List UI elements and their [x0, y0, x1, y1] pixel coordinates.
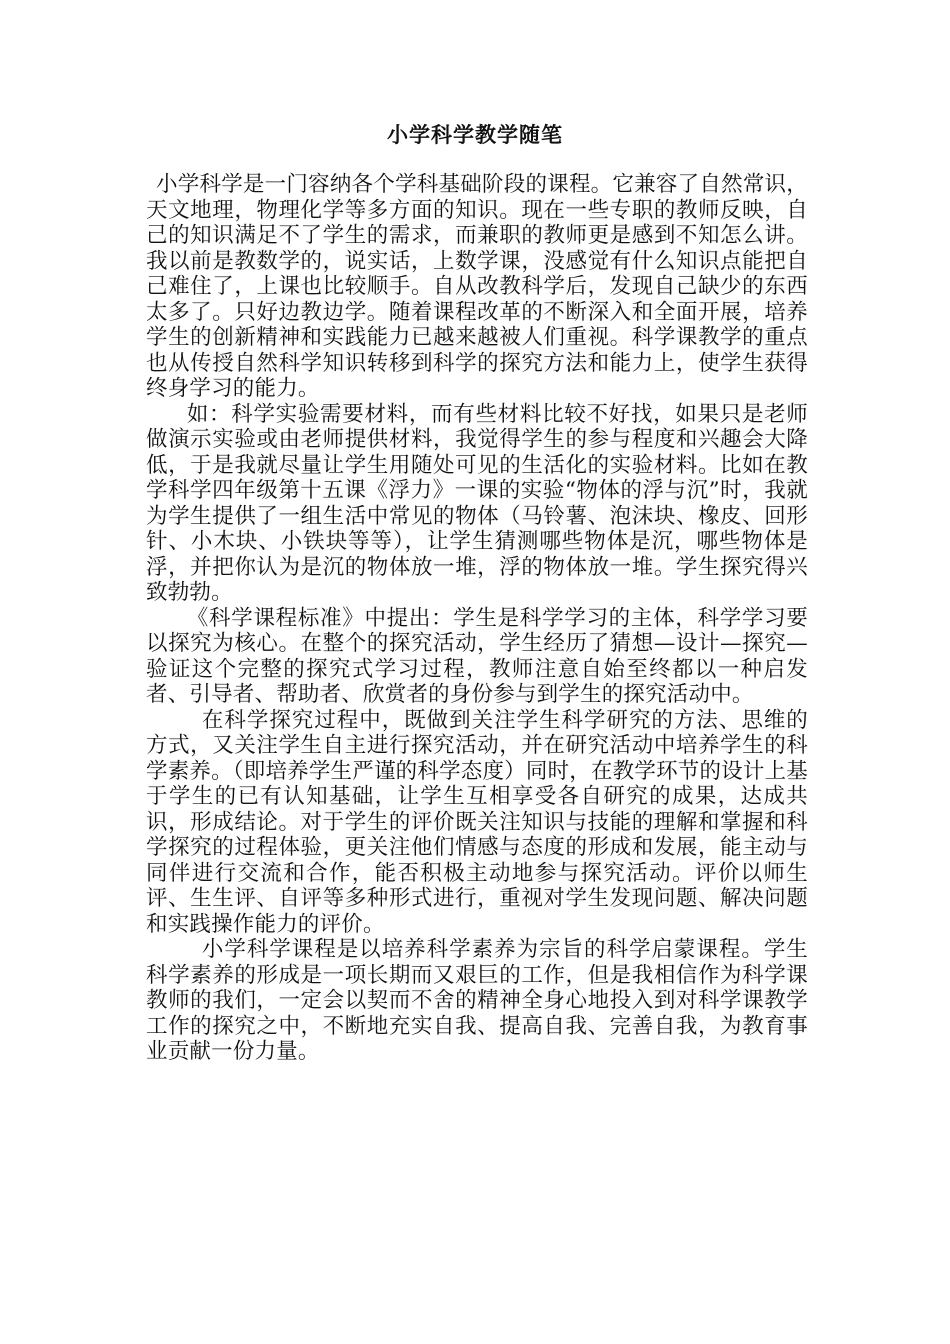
paragraph-inquiry-process: 在科学探究过程中，既做到关注学生科学研究的方法、思维的方式，又关注学生自主进行探究活动，并在研究活动中培养学生的科学素养。（即培养学生严谨的科学态度）同时，在教学环节的设计上基于学生的已有认知基础，让学生互相享受各自研究的成果，达成共识，形成结论。对于学生的评价既关注知识与技能的理解和掌握和科学探究的过程体验，更关注他们情感与态度的形成和发展，能主动与同伴进行交流和合作，能否积极主动地参与探究活动。评价以师生评、生生评、自评等多种形式进行，重视对学生发现问题、解决问题和实践操作能力的评价。 — [146, 707, 808, 937]
document-body — [146, 172, 808, 1065]
document-title: 小学科学教学随笔 — [387, 122, 563, 147]
paragraph-curriculum-standard: 《科学课程标准》中提出：学生是科学学习的主体，科学学习要以探究为核心。在整个的探究活动，学生经历了猜想—设计—探究—验证这个完整的探究式学习过程，教师注意自始至终都以一种启发者、引导者、帮助者、欣赏者的身份参与到学生的探究活动中。 — [146, 605, 808, 707]
paragraph-conclusion: 小学科学课程是以培养科学素养为宗旨的科学启蒙课程。学生科学素养的形成是一项长期而又艰巨的工作，但是我相信作为科学课教师的我们，一定会以契而不舍的精神全身心地投入到对科学课教学工作的探究之中，不断地充实自我、提高自我、完善自我，为教育事业贡献一份力量。 — [146, 937, 808, 1064]
paragraph-intro: 小学科学是一门容纳各个学科基础阶段的课程。它兼容了自然常识，天文地理，物理化学等多方面的知识。现在一些专职的教师反映，自己的知识满足不了学生的需求，而兼职的教师更是感到不知怎么讲。我以前是教数学的，说实话，上数学课，没感觉有什么知识点能把自己难住了，上课也比较顺手。自从改教科学后，发现自己缺少的东西太多了。只好边教边学。随着课程改革的不断深入和全面开展，培养学生的创新精神和实践能力已越来越被人们重视。科学课教学的重点也从传授自然科学知识转移到科学的探究方法和能力上，使学生获得终身学习的能力。 — [146, 172, 808, 401]
paragraph-example: 如：科学实验需要材料，而有些材料比较不好找，如果只是老师做演示实验或由老师提供材料，我觉得学生的参与程度和兴趣会大降低，于是我就尽量让学生用随处可见的生活化的实验材料。比如在教学科学四年级第十五课《浮力》一课的实验“物体的浮与沉”时，我就为学生提供了一组生活中常见的物体（马铃薯、泡沫块、橡皮、回形针、小木块、小铁块等等），让学生猜测哪些物体是沉，哪些物体是浮，并把你认为是沉的物体放一堆，浮的物体放一堆。学生探究得兴致勃勃。 — [146, 401, 808, 605]
